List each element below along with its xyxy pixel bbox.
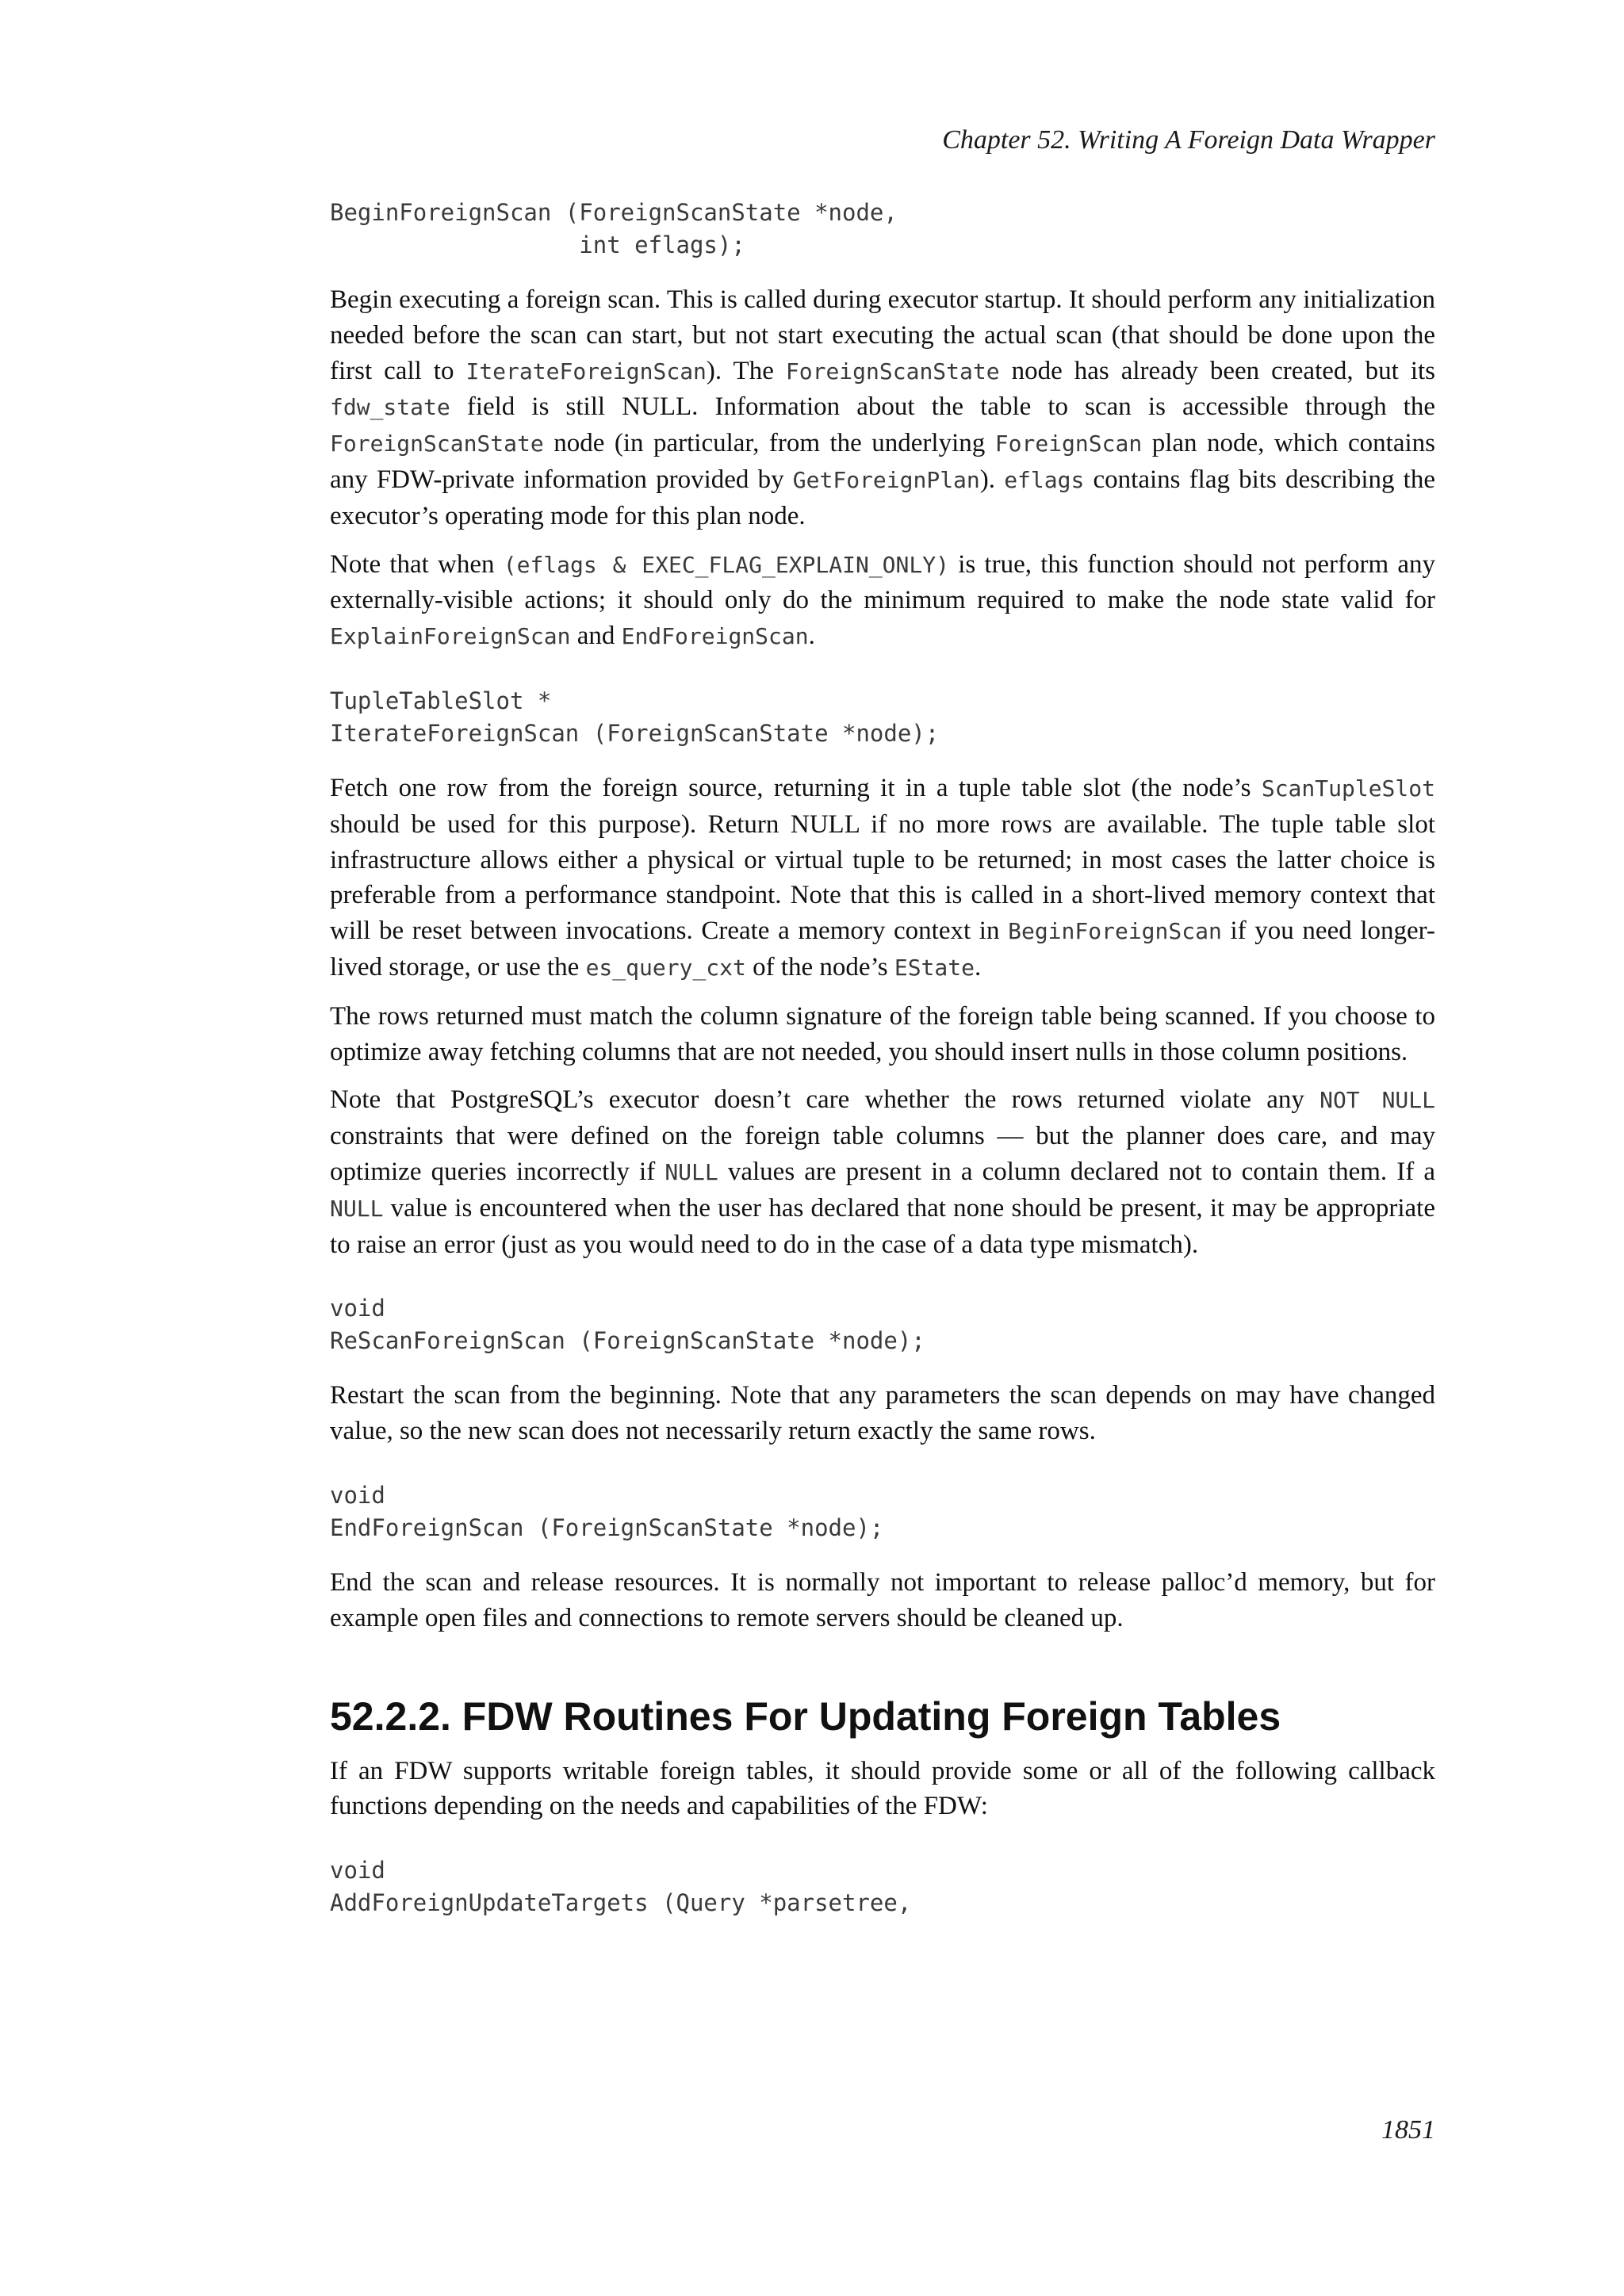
- section-heading-updating-foreign-tables: 52.2.2. FDW Routines For Updating Foreign Tables: [330, 1693, 1281, 1739]
- paragraph-begin-scan-explain-note: [330, 547, 1435, 655]
- paragraph-text: Note that PostgreSQL’s executor doesn’t care whether the rows returned violate any: [330, 1085, 1320, 1115]
- paragraph-text: Restart the scan from the beginning. Note that any parameters the scan depends on may have changed value, so the new scan does not necessarily return exactly the same rows.: [330, 1381, 1435, 1446]
- paragraph-text: is true, this function should not perform any externally-visible actions; it should only do the minimum required to make the node state valid for: [330, 549, 1436, 615]
- paragraph-text: ).: [979, 465, 1005, 494]
- code-signature-rescan-foreign-scan: void ReScanForeignScan (ForeignScanState *node);: [330, 1295, 925, 1355]
- inline-code: GetForeignPlan: [792, 466, 980, 493]
- paragraph-begin-scan-description: [330, 282, 1435, 534]
- paragraph-end-scan-description: [330, 1565, 1435, 1636]
- inline-code: ForeignScanState: [785, 358, 1000, 385]
- code-signature-iterate-foreign-scan: TupleTableSlot * IterateForeignScan (ForeignScanState *node);: [330, 687, 940, 747]
- paragraph-text: ). The: [706, 356, 786, 385]
- paragraph-text: End the scan and release resources. It is normally not important to release palloc’d memory, but for example open files and connections to remote servers should be cleaned up.: [330, 1567, 1435, 1632]
- inline-code: EState: [894, 954, 975, 981]
- paragraph-iterate-description: [330, 771, 1435, 986]
- paragraph-text: field is still NULL. Information about the table to scan is accessible through the: [450, 392, 1435, 422]
- page-number: 1851: [1381, 2115, 1435, 2145]
- paragraph-text: plan node, which contains any FDW-private information provided by: [330, 429, 1436, 494]
- inline-code: NULL: [665, 1158, 718, 1185]
- inline-code: ExplainForeignScan: [330, 623, 571, 650]
- inline-code: IterateForeignScan: [465, 358, 707, 385]
- inline-code: NULL: [330, 1195, 384, 1222]
- inline-code: NOT NULL: [1320, 1087, 1435, 1114]
- paragraph-rescan-description: [330, 1378, 1435, 1449]
- paragraph-text: .: [975, 952, 982, 982]
- inline-code: ScanTupleSlot: [1261, 775, 1435, 802]
- paragraph-text: value is encountered when the user has declared that none should be present, it may be appropriate to raise an error (just as you would need to do in the case of a data type mismatch).: [330, 1193, 1435, 1259]
- page-content: [330, 197, 1435, 1919]
- code-signature-add-foreign-update-targets: void AddForeignUpdateTargets (Query *parsetree,: [330, 1857, 912, 1917]
- inline-code: (eflags & EXEC_FLAG_EXPLAIN_ONLY): [503, 551, 949, 578]
- inline-code: ForeignScan: [994, 430, 1143, 457]
- inline-code: eflags: [1004, 466, 1085, 493]
- inline-code: BeginForeignScan: [1008, 918, 1222, 945]
- paragraph-iterate-column-signature: [330, 999, 1435, 1070]
- running-head: Chapter 52. Writing A Foreign Data Wrapper: [942, 125, 1435, 155]
- code-signature-begin-foreign-scan: BeginForeignScan (ForeignScanState *node, int eflags);: [330, 199, 898, 258]
- paragraph-text: Note that when: [330, 549, 504, 579]
- paragraph-text: If an FDW supports writable foreign tables, it should provide some or all of the following callback functions depending on the needs and capabilities of the FDW:: [330, 1756, 1435, 1821]
- paragraph-text: should be used for this purpose). Return NULL if no more rows are available. The tuple table slot infrastructure allows either a physical or virtual tuple to be returned; in most cases the latter choice is preferable from a performance standpoint. Note that this is called in a short-lived memory context that will be reset between invocations. Create a memory context in: [330, 809, 1435, 946]
- paragraph-text: node has already been created, but its: [999, 356, 1435, 385]
- paragraph-text: and: [570, 622, 622, 651]
- paragraph-text: The rows returned must match the column signature of the foreign table being scanned. If you choose to optimize away fetching columns that are not needed, you should insert nulls in those column positions.: [330, 1001, 1435, 1066]
- paragraph-text: of the node’s: [745, 952, 894, 982]
- inline-code: ForeignScanState: [330, 430, 544, 457]
- paragraph-text: .: [808, 622, 815, 651]
- paragraph-text: values are present in a column declared not to contain them. If a: [718, 1157, 1435, 1186]
- paragraph-text: constraints that were defined on the foreign table columns — but the planner does care, and may optimize queries incorrectly if: [330, 1122, 1435, 1186]
- paragraph-iterate-null-note: [330, 1082, 1435, 1262]
- code-signature-end-foreign-scan: void EndForeignScan (ForeignScanState *node);: [330, 1481, 884, 1541]
- inline-code: EndForeignScan: [621, 623, 809, 650]
- paragraph-text: contains flag bits describing the executor’s operating mode for this plan node.: [330, 465, 1435, 530]
- paragraph-text: if you need longer-lived storage, or use the: [330, 916, 1435, 982]
- inline-code: es_query_cxt: [585, 954, 746, 981]
- paragraph-text: Fetch one row from the foreign source, returning it in a tuple table slot (the node’s: [330, 773, 1262, 802]
- paragraph-update-intro: [330, 1754, 1435, 1825]
- inline-code: fdw_state: [330, 394, 450, 421]
- paragraph-text: node (in particular, from the underlying: [543, 429, 995, 458]
- paragraph-text: Begin executing a foreign scan. This is called during executor startup. It should perform any initialization needed before the scan can start, but not start executing the actual scan (that should be done upon the first call to: [330, 285, 1435, 385]
